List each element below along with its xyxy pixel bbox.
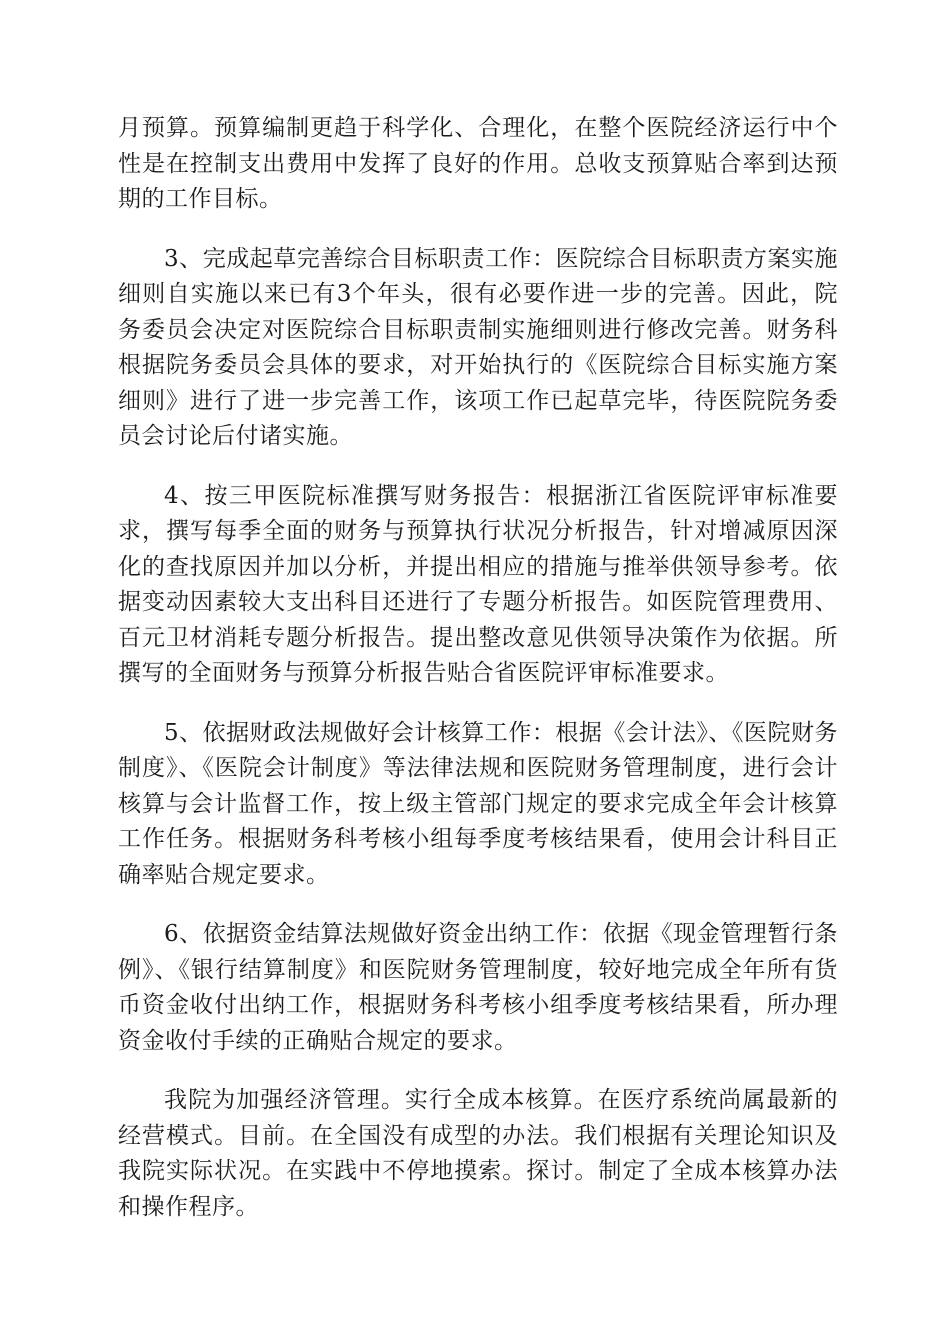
paragraph-6: 我院为加强经济管理。实行全成本核算。在医疗系统尚属最新的经营模式。目前。在全国没有成型的办法。我们根据有关理论知识及我院实际状况。在实践中不停地摸索。探讨。制定了全成本核算办法和操作程序。	[118, 1087, 838, 1220]
paragraph-3: 4、按三甲医院标准撰写财务报告：根据浙江省医院评审标准要求，撰写每季全面的财务与预算执行状况分析报告，针对增减原因深化的查找原因并加以分析，并提出相应的措施与推举供领导参考。依据变动因素较大支出科目还进行了专题分析报告。如医院管理费用、百元卫材消耗专题分析报告。提出整改意见供领导决策作为依据。所撰写的全面财务与预算分析报告贴合省医院评审标准要求。	[118, 482, 838, 686]
paragraph-4: 5、依据财政法规做好会计核算工作：根据《会计法》、《医院财务制度》、《医院会计制度》等法律法规和医院财务管理制度，进行会计核算与会计监督工作，按上级主管部门规定的要求完成全年会计核算工作任务。根据财务科考核小组每季度考核结果看，使用会计科目正确率贴合规定要求。	[118, 719, 838, 888]
document-body	[118, 111, 838, 1249]
paragraph-2: 3、完成起草完善综合目标职责工作：医院综合目标职责方案实施细则自实施以来已有3个年头，很有必要作进一步的完善。因此，院务委员会决定对医院综合目标职责制实施细则进行修改完善。财务科根据院务委员会具体的要求，对开始执行的《医院综合目标实施方案细则》进行了进一步完善工作，该项工作已起草完毕，待医院院务委员会讨论后付诸实施。	[118, 245, 838, 449]
paragraph-1: 月预算。预算编制更趋于科学化、合理化，在整个医院经济运行中个性是在控制支出费用中发挥了良好的作用。总收支预算贴合率到达预期的工作目标。	[118, 115, 838, 212]
paragraph-5: 6、依据资金结算法规做好资金出纳工作：依据《现金管理暂行条例》、《银行结算制度》和医院财务管理制度，较好地完成全年所有货币资金收付出纳工作，根据财务科考核小组季度考核结果看，所办理资金收付手续的正确贴合规定的要求。	[118, 921, 838, 1054]
